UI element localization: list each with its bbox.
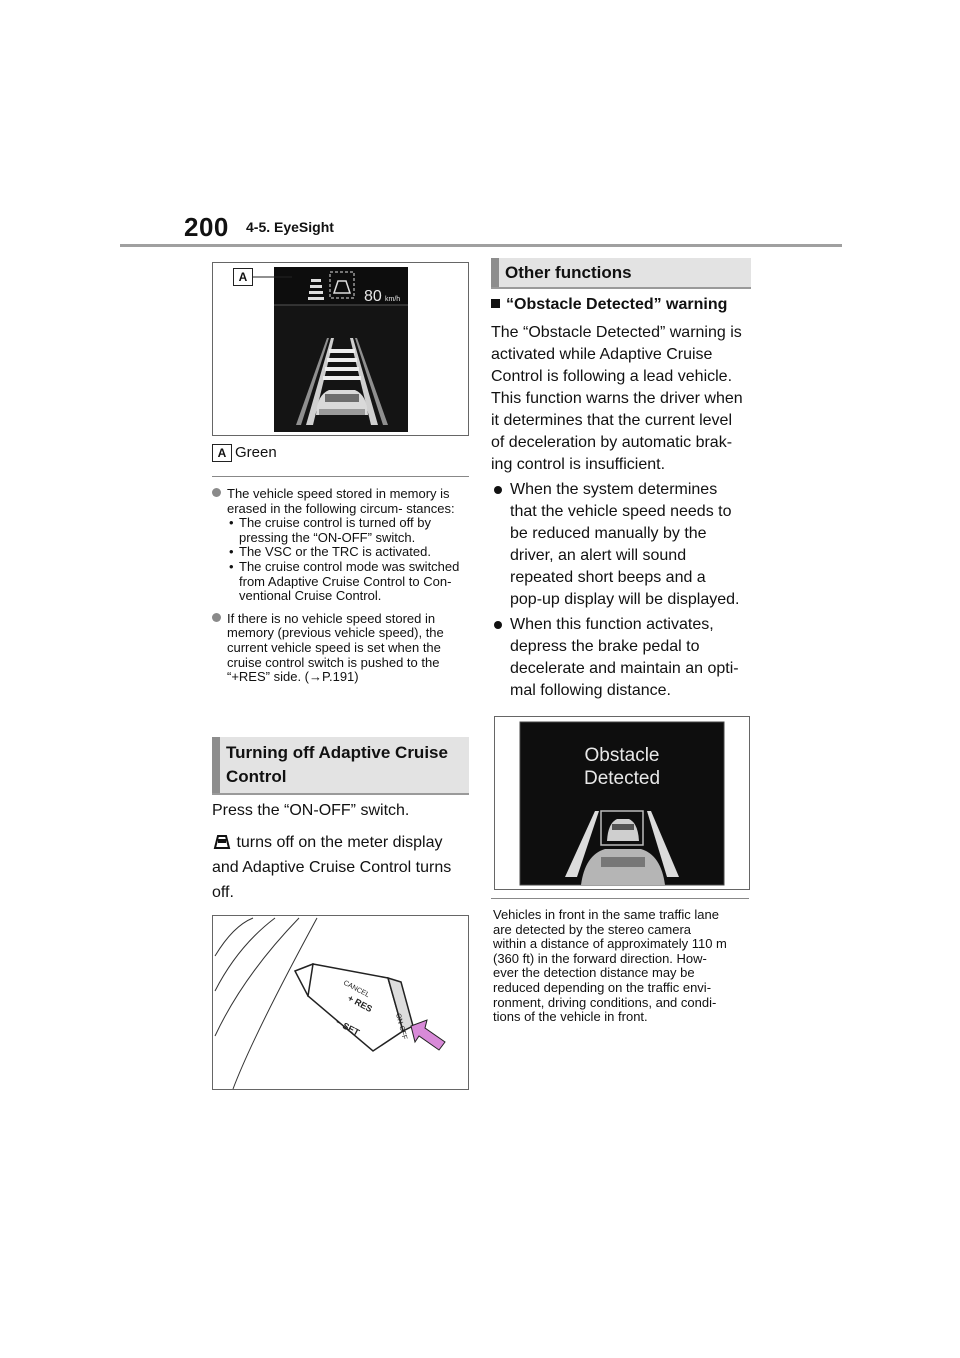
screen-line: Obstacle bbox=[584, 745, 660, 766]
divider bbox=[491, 898, 749, 899]
square-bullet-icon bbox=[491, 299, 500, 308]
meter-display-illustration bbox=[213, 263, 468, 435]
cruise-switch-figure bbox=[212, 915, 469, 1090]
callout-leader bbox=[252, 274, 292, 280]
callout-a-figure: A bbox=[233, 268, 253, 286]
heading-line: Turning off Adaptive Cruise bbox=[226, 743, 448, 762]
meter-display-figure bbox=[212, 262, 469, 436]
set-label: − SET bbox=[334, 1016, 362, 1038]
bullet-dot-icon bbox=[212, 488, 221, 497]
onoff-label: ON-OFF bbox=[394, 1012, 408, 1041]
heading-other-functions: Other functions bbox=[491, 258, 751, 289]
screen-line: Detected bbox=[583, 768, 661, 789]
header-rule bbox=[120, 244, 842, 247]
section-title: 4-5. EyeSight bbox=[246, 219, 334, 235]
divider bbox=[212, 476, 469, 477]
callout-a-caption: A bbox=[212, 444, 232, 462]
sub-item: • The cruise control mode was switched from Adaptive Cruise Control to Con- ventional Cruise Control. bbox=[229, 558, 460, 604]
note-item bbox=[212, 612, 470, 685]
bullet-item: When the system determines that the vehicle speed needs to be reduced manually by the driver, an alert will sound repeated short beeps and a pop-up display will be displayed. bbox=[494, 479, 754, 611]
press-switch-text: Press the “ON-OFF” switch. bbox=[212, 802, 410, 819]
sub-item: • The VSC or the TRC is activated. bbox=[229, 544, 431, 560]
car-following-icon bbox=[212, 832, 232, 850]
heading-line: Control bbox=[226, 767, 287, 786]
obstacle-subheading: “Obstacle Detected” warning bbox=[491, 294, 727, 316]
caption-green: Green bbox=[235, 444, 277, 461]
obstacle-intro: The “Obstacle Detected” warning is activated while Adaptive Cruise Control is following a lead vehicle. This function warns the driver when it determines that the current level of deceleration by automatic brak- ing control is insufficient. bbox=[491, 324, 743, 473]
heading-turning-off bbox=[212, 737, 469, 795]
acc-off-text: turns off on the meter display and Adaptive Cruise Control turns off. bbox=[212, 834, 452, 901]
page-number: 200 bbox=[184, 212, 229, 242]
bullet-dot-icon bbox=[494, 621, 502, 629]
res-label: + RES bbox=[346, 992, 374, 1015]
speed-unit: km/h bbox=[385, 296, 401, 303]
detection-note: Vehicles in front in the same traffic lane are detected by the stereo camera within a distance of approximately 110 m (360 ft) in the forward direction. How- ever the detection distance may be reduced depending on the traffic envi- ronment, driving conditions, and condi- tions of the vehicle in front. bbox=[493, 907, 727, 1025]
memory-notes bbox=[212, 487, 470, 693]
note-item bbox=[212, 487, 470, 604]
cruise-switch-illustration bbox=[213, 916, 468, 1089]
bullet-item: When this function activates, depress the brake pedal to decelerate and maintain an opti- mal following distance. bbox=[494, 614, 754, 702]
obstacle-screen-illustration bbox=[495, 717, 749, 889]
bullet-dot-icon bbox=[494, 486, 502, 494]
note-text: If there is no vehicle speed stored in memory (previous vehicle speed), the current vehicle speed is set when the cruise control switch is pushed to the “+RES” side. (→P.191) bbox=[227, 610, 444, 685]
press-arrow-icon bbox=[411, 1020, 445, 1050]
bullet-dot-icon bbox=[212, 613, 221, 622]
sub-item: • The cruise control is turned off by pressing the “ON-OFF” switch. bbox=[229, 515, 431, 545]
cancel-label: CANCEL bbox=[342, 979, 371, 1000]
speed-value: 80 bbox=[364, 288, 382, 305]
note-text: The vehicle speed stored in memory is erased in the following circum- stances: bbox=[227, 486, 455, 516]
obstacle-screen-figure bbox=[494, 716, 750, 890]
